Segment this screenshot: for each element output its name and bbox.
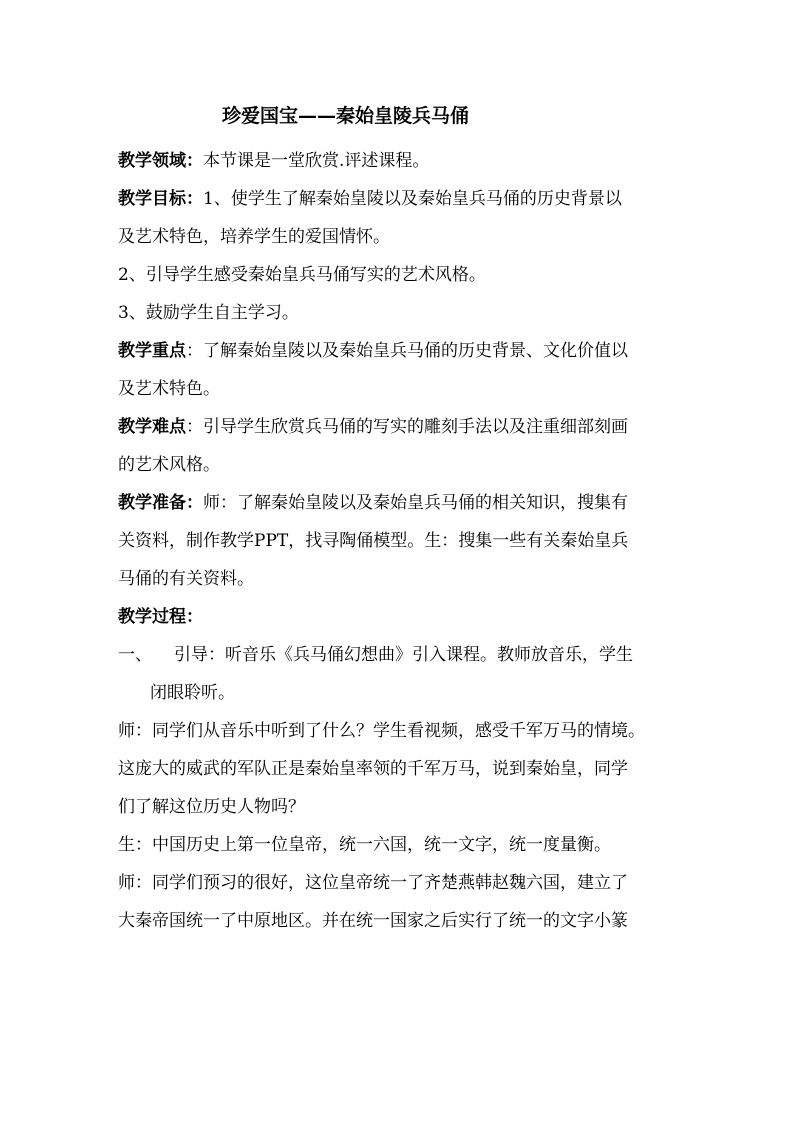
difficulties-paragraph <box>118 408 686 484</box>
key-points-paragraph <box>118 332 686 408</box>
teaching-domain-text: 本节课是一堂欣赏.评述课程。 <box>203 151 430 171</box>
teacher-dialogue-1-line-2: 这庞大的威武的军队正是秦始皇率领的千军万马，说到秦始皇，同学 <box>118 759 628 779</box>
key-points-label: 教学重点 <box>118 341 186 361</box>
key-points-line-1: 教学重点：了解秦始皇陵以及秦始皇兵马俑的历史背景、文化价值以 <box>118 341 628 361</box>
preparation-label: 教学准备： <box>118 493 203 513</box>
teacher-dialogue-1-line-1: 师：同学们从音乐中听到了什么？学生看视频，感受千军万马的情境。 <box>118 721 645 741</box>
process-step-1-line-2: 闭眼聆听。 <box>150 683 235 703</box>
teaching-process-label: 教学过程： <box>118 607 203 627</box>
difficulties-label: 教学难点 <box>118 417 186 437</box>
preparation-line-2: 关资料，制作教学PPT，找寻陶俑模型。生：搜集一些有关秦始皇兵 <box>118 531 629 551</box>
difficulties-line-2: 的艺术风格。 <box>118 455 220 475</box>
teacher-dialogue-1-line-3: 们了解这位历史人物吗？ <box>118 797 305 817</box>
process-step-1-number: 一、 <box>118 645 152 665</box>
process-step-1-line-1: 一、 引导：听音乐《兵马俑幻想曲》引入课程。教师放音乐，学生 <box>118 636 686 674</box>
teaching-domain-paragraph <box>118 142 686 180</box>
preparation-paragraph <box>118 484 686 598</box>
process-step-1 <box>118 636 686 712</box>
student-dialogue-1: 生：中国历史上第一位皇帝，统一六国，统一文字，统一度量衡。 <box>118 835 611 855</box>
document-title: 珍爱国宝——秦始皇陵兵马俑 <box>222 105 470 127</box>
preparation-line-1: 教学准备：师：了解秦始皇陵以及秦始皇兵马俑的相关知识，搜集有 <box>118 493 628 513</box>
key-points-line-2: 及艺术特色。 <box>118 379 220 399</box>
objectives-line-1: 教学目标：1、使学生了解秦始皇陵以及秦始皇兵马俑的历史背景以 <box>118 189 622 209</box>
objective-item-2: 2、引导学生感受秦始皇兵马俑写实的艺术风格。 <box>118 265 486 285</box>
teaching-objectives-paragraph <box>118 180 686 256</box>
preparation-line-3: 马俑的有关资料。 <box>118 569 254 589</box>
difficulties-line-1: 教学难点：引导学生欣赏兵马俑的写实的雕刻手法以及注重细部刻画 <box>118 417 628 437</box>
teacher-dialogue-2-line-1: 师：同学们预习的很好，这位皇帝统一了齐楚燕韩赵魏六国，建立了 <box>118 873 628 893</box>
objectives-line-2: 及艺术特色，培养学生的爱国情怀。 <box>118 227 390 247</box>
teaching-objectives-label: 教学目标： <box>118 189 203 209</box>
teacher-dialogue-2-line-2: 大秦帝国统一了中原地区。并在统一国家之后实行了统一的文字小篆 <box>118 911 628 931</box>
teaching-domain-label: 教学领域： <box>118 151 203 171</box>
document-body <box>118 142 686 940</box>
teacher-dialogue-1 <box>118 712 686 826</box>
objective-item-3: 3、鼓励学生自主学习。 <box>118 303 299 323</box>
teacher-dialogue-2 <box>118 864 686 940</box>
